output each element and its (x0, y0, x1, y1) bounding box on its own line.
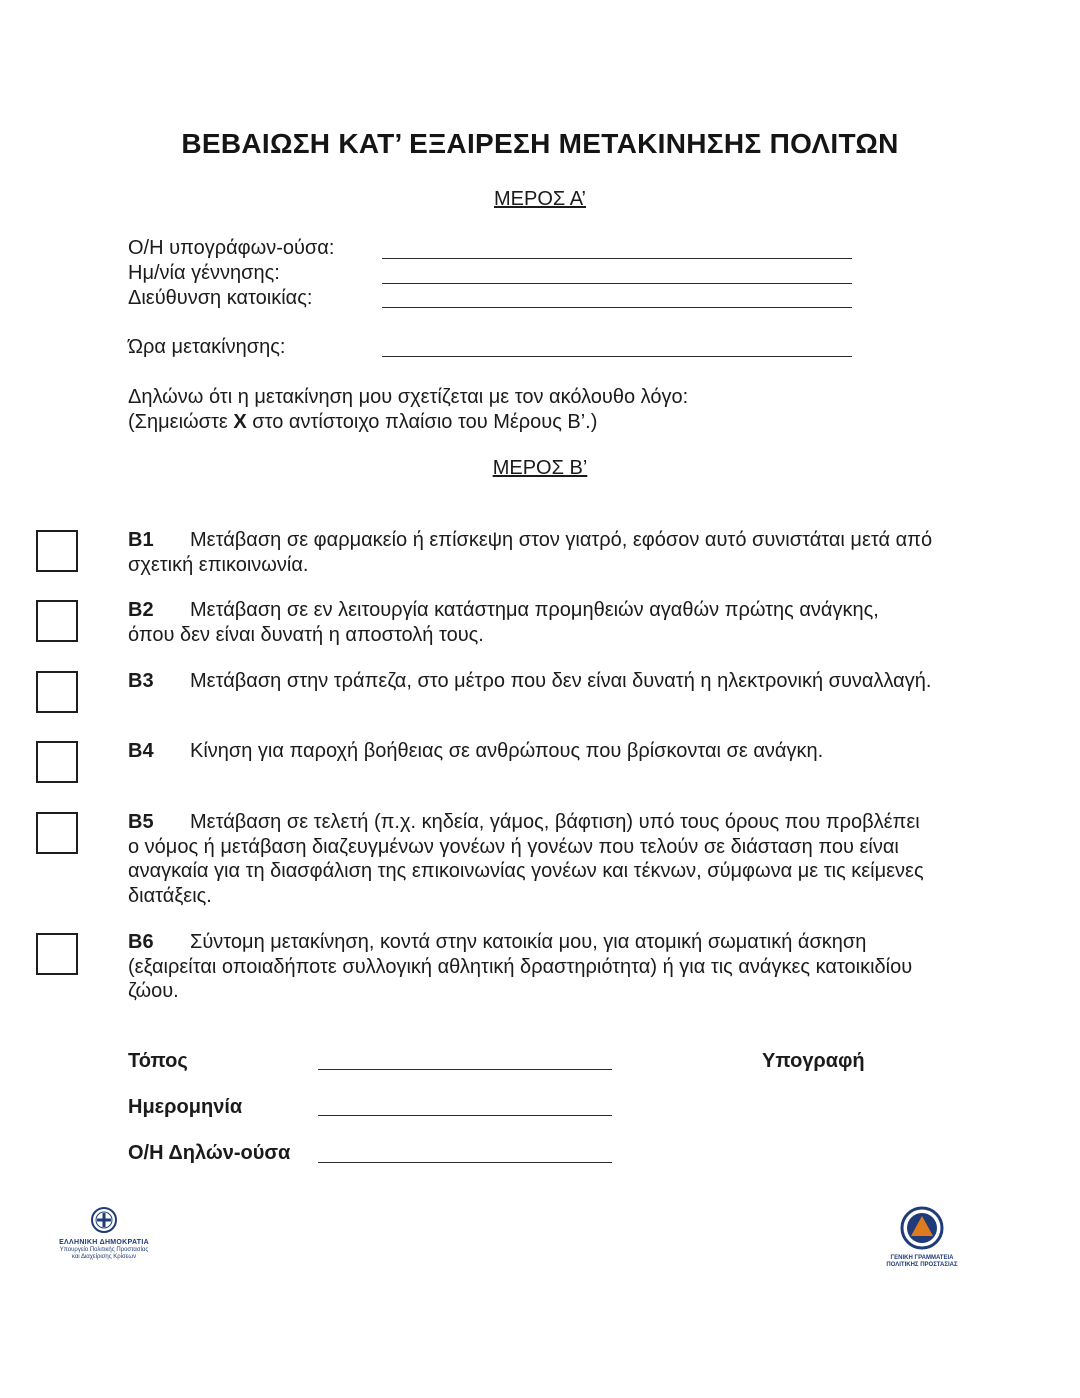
reason-code-b1: Β1 (128, 529, 154, 551)
reason-item-b5 (128, 810, 936, 908)
checkbox-b1[interactable] (36, 530, 78, 572)
reason-text-b1: Μετάβαση σε φαρμακείο ή επίσκεψη στον γιατρό, εφόσον αυτό συνιστάται μετά από σχετική επικοινωνία. (128, 529, 933, 576)
reason-text-b2: Μετάβαση σε εν λειτουργία κατάστημα προμηθειών αγαθών πρώτης ανάγκης, όπου δεν είναι δυνατή η αποστολή τους. (128, 599, 879, 646)
reason-text-b3: Μετάβαση στην τράπεζα, στο μέτρο που δεν είναι δυνατή η ηλεκτρονική συναλλαγή. (190, 670, 932, 692)
reason-item-b6 (128, 930, 933, 1004)
declaration-line-2 (128, 410, 597, 435)
declaration-mark: Χ (233, 411, 247, 433)
reason-code-b2: Β2 (128, 599, 154, 621)
reason-code-b4: Β4 (128, 740, 154, 762)
document-title: ΒΕΒΑΙΩΣΗ ΚΑΤ’ ΕΞΑΙΡΕΣΗ ΜΕΤΑΚΙΝΗΣΗΣ ΠΟΛΙΤΩΝ (181, 128, 899, 159)
declaration-suffix: στο αντίστοιχο πλαίσιο του Μέρους Β’.) (246, 411, 598, 433)
civil-protection-emblem-icon (900, 1206, 944, 1250)
address-field[interactable] (382, 307, 852, 308)
place-label: Τόπος (128, 1050, 188, 1072)
logo-left-subtitle-1: Υπουργείο Πολιτικής Προστασίας (59, 1247, 149, 1253)
civil-protection-logo (884, 1206, 960, 1269)
logo-right-line-2: ΠΟΛΙΤΙΚΗΣ ΠΡΟΣΤΑΣΙΑΣ (886, 1262, 958, 1268)
reason-code-b5: Β5 (128, 811, 154, 833)
movement-time-field[interactable] (382, 356, 852, 357)
reason-item-b3 (128, 669, 938, 694)
place-field[interactable] (318, 1069, 612, 1070)
checkbox-b6[interactable] (36, 933, 78, 975)
birth-date-label: Ημ/νία γέννησης: (128, 262, 280, 284)
reason-item-b2 (128, 598, 908, 647)
reason-text-b5: Μετάβαση σε τελετή (π.χ. κηδεία, γάμος, βάφτιση) υπό τους όρους που προβλέπει ο νόμος ή μετάβαση διαζευγμένων γονέων ή γονέων που τελούν σε διάσταση που είναι αναγκαία για τη διασφάλιση της επικοινωνίας γονέων και τέκνων, σύμφωνα με τις κείμενες διατάξεις. (128, 811, 924, 907)
date-field[interactable] (318, 1115, 612, 1116)
part-b-heading: ΜΕΡΟΣ Β’ (492, 457, 588, 479)
checkbox-b4[interactable] (36, 741, 78, 783)
logo-left-title: ΕΛΛΗΝΙΚΗ ΔΗΜΟΚΡΑΤΙΑ (59, 1239, 149, 1246)
checkbox-b3[interactable] (36, 671, 78, 713)
signatory-label: Ο/Η υπογράφων-ούσα: (128, 237, 335, 259)
birth-date-field[interactable] (382, 283, 852, 284)
declarant-field[interactable] (318, 1162, 612, 1163)
reason-code-b6: Β6 (128, 931, 154, 953)
address-label: Διεύθυνση κατοικίας: (128, 287, 313, 309)
reason-text-b6: Σύντομη μετακίνηση, κοντά στην κατοικία μου, για ατομική σωματική άσκηση (εξαιρείται οποιαδήποτε συλλογική αθλητική δραστηριότητα) ή για τις ανάγκες κατοικιδίου ζώου. (128, 931, 913, 1002)
reason-text-b4: Κίνηση για παροχή βοήθειας σε ανθρώπους που βρίσκονται σε ανάγκη. (190, 740, 824, 762)
checkbox-b2[interactable] (36, 600, 78, 642)
signature-label: Υπογραφή (762, 1050, 865, 1072)
signatory-field[interactable] (382, 258, 852, 259)
logo-right-line-1: ΓΕΝΙΚΗ ΓΡΑΜΜΑΤΕΙΑ (890, 1255, 954, 1261)
declarant-label: Ο/Η Δηλών-ούσα (128, 1142, 291, 1164)
reason-item-b1 (128, 528, 968, 577)
declaration-line-1: Δηλώνω ότι η μετακίνηση μου σχετίζεται με τον ακόλουθο λόγο: (128, 386, 689, 408)
reason-code-b3: Β3 (128, 670, 154, 692)
date-label: Ημερομηνία (128, 1096, 243, 1118)
reason-item-b4 (128, 739, 968, 764)
part-a-heading: ΜΕΡΟΣ Α’ (493, 188, 586, 210)
declaration-prefix: (Σημειώστε (128, 411, 234, 433)
greek-emblem-icon (90, 1206, 118, 1234)
checkbox-b5[interactable] (36, 812, 78, 854)
logo-left-subtitle-2: και Διαχείρισης Κρίσεων (71, 1254, 137, 1260)
movement-time-label: Ώρα μετακίνησης: (128, 336, 286, 358)
hellenic-republic-logo (44, 1206, 164, 1261)
